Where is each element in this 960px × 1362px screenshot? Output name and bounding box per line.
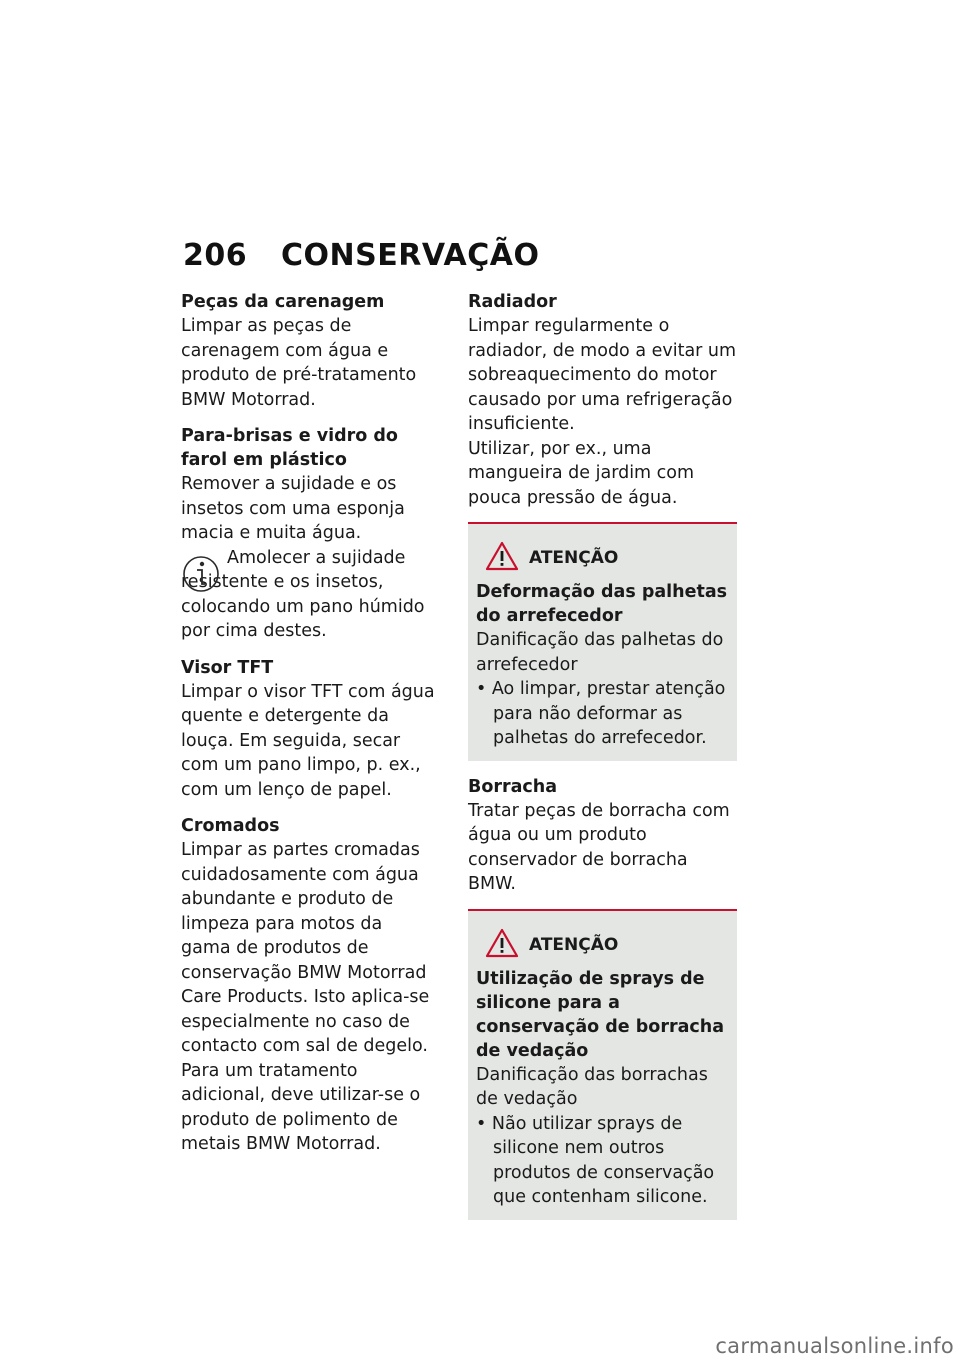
warning-bullet-text: Ao limpar, prestar atenção para não deformar as palhetas do arrefecedor. <box>491 679 726 748</box>
left-column <box>181 290 437 1169</box>
section-title: Radiador <box>468 292 557 312</box>
section-visor-tft <box>181 656 437 803</box>
note-text: Amolecer a sujidade resistente e os insetos, colocando um pano húmido por cima destes. <box>181 547 425 641</box>
warning-label: ATENÇÃO <box>529 934 619 955</box>
section-text: Para um tratamento adicional, deve utilizar-se o produto de polimento de metais BMW Motorrad. <box>181 1060 421 1154</box>
warning-header <box>476 540 729 580</box>
warning-triangle-icon <box>484 540 520 572</box>
section-text: Utilizar, por ex., uma mangueira de jardim com pouca pressão de água. <box>468 438 695 508</box>
section-text: Limpar o visor TFT com água quente e detergente da louça. Em seguida, secar com um pano limpo, p. ex., com um lenço de papel. <box>181 681 435 800</box>
section-title: Cromados <box>181 816 280 836</box>
section-title: Borracha <box>468 776 558 797</box>
section-para-brisas <box>181 424 437 644</box>
warning-box-silicone <box>468 909 737 1220</box>
warning-bullet: • Não utilizar sprays de silicone nem outros produtos de conservação que contenham silicone. <box>476 1113 715 1207</box>
warning-box-arrefecedor <box>468 522 737 761</box>
section-title: Visor TFT <box>181 657 274 678</box>
warning-label: ATENÇÃO <box>529 548 619 568</box>
warning-triangle-icon <box>484 927 520 959</box>
info-note <box>181 546 437 644</box>
warning-bullet-text: Não utilizar sprays de silicone nem outros produtos de conservação que contenham silicone. <box>491 1113 715 1207</box>
section-borracha <box>468 775 737 897</box>
warning-header <box>476 927 729 967</box>
warning-title: Deformação das palhetas do arrefecedor <box>476 582 728 626</box>
section-text: Limpar as partes cromadas cuidadosamente com água abundante e produto de limpeza para motos da gama de produtos de conservação BMW Motorrad Care Products. Isto aplica-se especialmente no caso de contacto com sal de degelo. <box>181 840 430 1056</box>
warning-title: Utilização de sprays de silicone para a conservação de borracha de vedação <box>476 968 725 1061</box>
chapter-title: CONSERVAÇÃO <box>281 238 540 273</box>
warning-description: Danificação das borrachas de vedação <box>476 1064 708 1109</box>
section-title: Peças da carenagem <box>181 292 385 312</box>
warning-bullet: • Ao limpar, prestar atenção para não deformar as palhetas do arrefecedor. <box>476 679 726 748</box>
section-text: Limpar as peças de carenagem com água e produto de pré-tratamento BMW Motorrad. <box>181 316 417 410</box>
section-cromados <box>181 814 437 1157</box>
section-title: Para-brisas e vidro do farol em plástico <box>181 426 398 470</box>
right-column <box>468 290 737 1234</box>
section-text: Limpar regularmente o radiador, de modo a evitar um sobreaquecimento do motor causado por uma refrigeração insuficiente. <box>468 316 737 434</box>
warning-description: Danificação das palhetas do arrefecedor <box>476 630 724 675</box>
watermark: carmanualsonline.info <box>715 1334 954 1358</box>
page-header <box>183 238 539 273</box>
page-number: 206 <box>183 238 248 273</box>
info-icon <box>181 548 221 596</box>
section-radiador <box>468 290 737 510</box>
section-text: Remover a sujidade e os insetos com uma esponja macia e muita água. <box>181 474 405 543</box>
section-text: Tratar peças de borracha com água ou um produto conservador de borracha BMW. <box>468 800 730 894</box>
section-pecas-carenagem <box>181 290 437 412</box>
